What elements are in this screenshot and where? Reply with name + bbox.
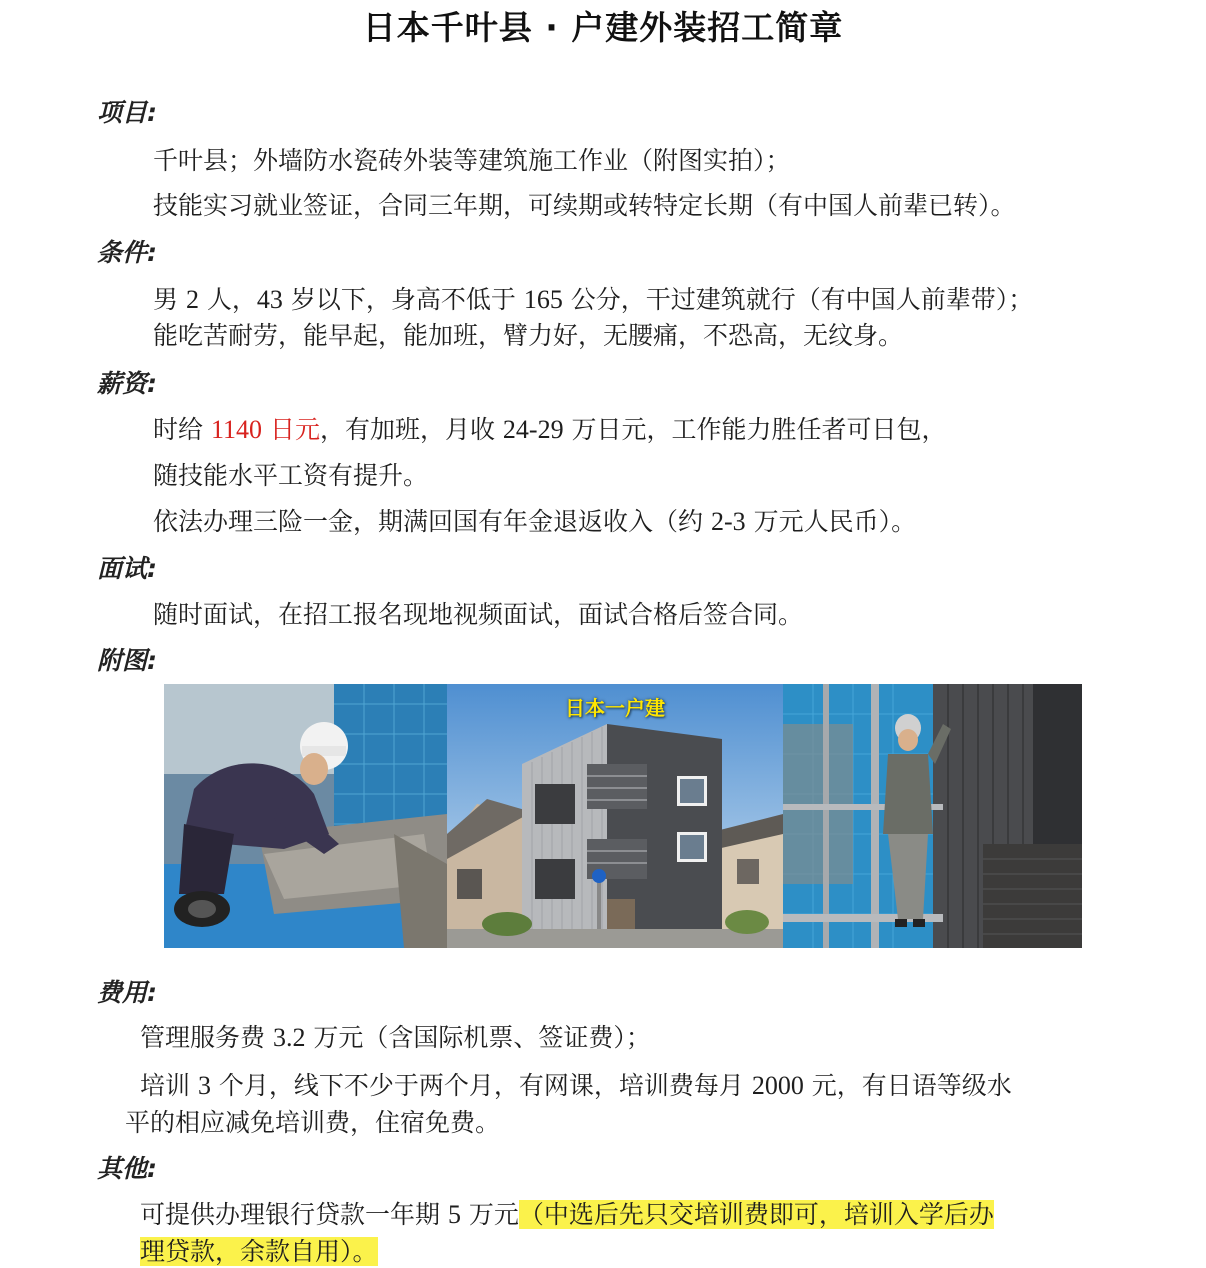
salary-line-3: 依法办理三险一金，期满回国有年金退返收入（约 2-3 万元人民币）。	[153, 507, 917, 536]
photo-worker-scaffold	[783, 684, 1082, 948]
section-heading-photos: 附图:	[97, 646, 157, 675]
section-heading-conditions: 条件:	[97, 238, 157, 267]
photo-caption: 日本一户建	[565, 696, 665, 720]
photo-strip	[164, 684, 1082, 948]
interview-line-1: 随时面试，在招工报名现地视频面试，面试合格后签合同。	[153, 600, 804, 629]
other-line-2	[140, 1232, 378, 1268]
highlighted-note-cont: 理贷款，余款自用）。	[140, 1237, 378, 1266]
page-title: 日本千叶县 · 户建外装招工简章	[362, 8, 844, 47]
highlighted-note: （中选后先只交培训费即可，培训入学后办	[518, 1200, 994, 1229]
hourly-wage: 1140 日元	[210, 415, 320, 444]
section-heading-other: 其他:	[97, 1154, 157, 1183]
section-heading-salary: 薪资:	[97, 369, 157, 398]
project-line-2: 技能实习就业签证，合同三年期，可续期或转特定长期（有中国人前辈已转）。	[153, 191, 1016, 220]
conditions-line-2: 能吃苦耐劳，能早起，能加班，臂力好，无腰痛，不恐高，无纹身。	[153, 321, 904, 350]
fees-line-2: 培训 3 个月，线下不少于两个月，有网课，培训费每月 2000 元，有日语等级水	[140, 1071, 1012, 1100]
fees-line-1: 管理服务费 3.2 万元（含国际机票、签证费）；	[140, 1023, 651, 1052]
project-line-1: 千叶县；外墙防水瓷砖外装等建筑施工作业（附图实拍）；	[153, 146, 791, 175]
salary-line-2: 随技能水平工资有提升。	[153, 461, 429, 490]
section-heading-project: 项目:	[97, 98, 157, 127]
section-heading-interview: 面试:	[97, 554, 157, 583]
other-line-1: 可提供办理银行贷款一年期 5 万元（中选后先只交培训费即可，培训入学后办	[140, 1200, 994, 1229]
conditions-line-1: 男 2 人，43 岁以下，身高不低于 165 公分，干过建筑就行（有中国人前辈带）；	[153, 285, 1034, 314]
salary-line-1: 时给 1140 日元，有加班，月收 24-29 万日元，工作能力胜任者可日包，	[153, 415, 947, 444]
section-heading-fees: 费用:	[97, 978, 157, 1007]
fees-line-3: 平的相应减免培训费，住宿免费。	[125, 1108, 501, 1137]
photo-worker-railing	[164, 684, 447, 948]
photo-house	[447, 684, 783, 948]
